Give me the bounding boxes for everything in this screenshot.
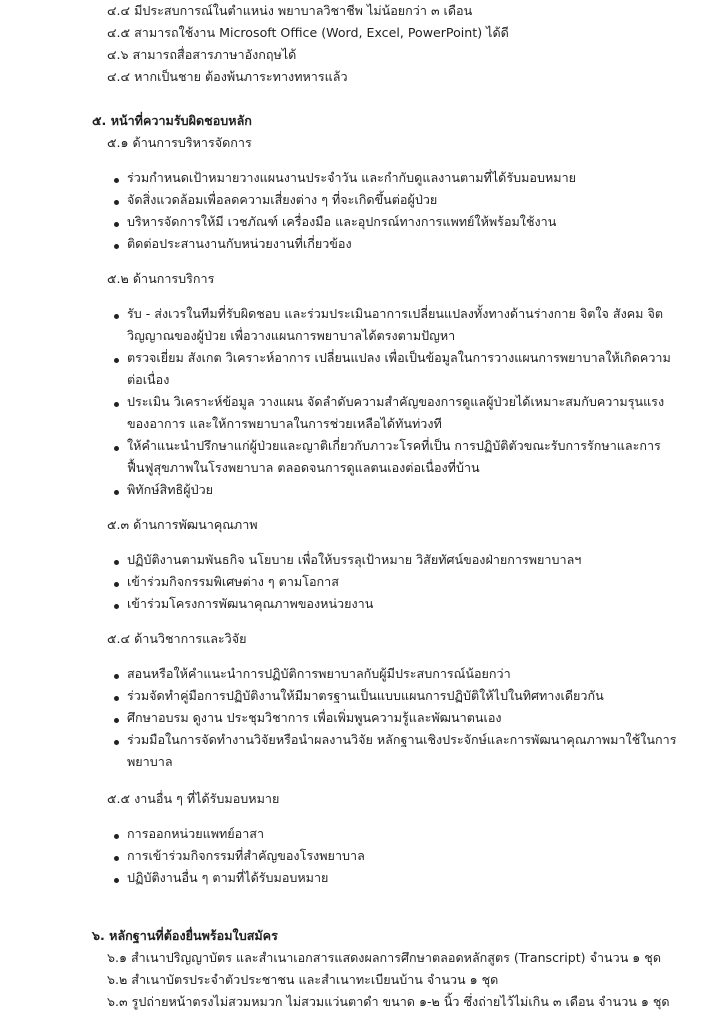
bullet-icon — [114, 314, 119, 319]
section-heading-responsibilities: ๕. หน้าที่ความรับผิดชอบหลัก — [92, 113, 252, 128]
list-item: ร่วมจัดทำคู่มือการปฏิบัติงานให้มีมาตรฐานเป็นแบบแผนการปฏิบัติให้ไปในทิศทางเดียวกัน — [127, 688, 604, 703]
subsection-title: ๕.๒ ด้านการบริการ — [107, 271, 215, 286]
list-item: สอนหรือให้คำแนะนำการปฏิบัติการพยาบาลกับผู้มีประสบการณ์น้อยกว่า — [127, 666, 511, 681]
bullet-icon — [114, 200, 119, 205]
qualification-item: ๔.๕ สามารถใช้งาน Microsoft Office (Word, Excel, PowerPoint) ได้ดี — [107, 25, 509, 40]
bullet-icon — [114, 696, 119, 701]
bullet-icon — [114, 244, 119, 249]
list-item: จัดสิ่งแวดล้อมเพื่อลดความเสี่ยงต่าง ๆ ที่จะเกิดขึ้นต่อผู้ป่วย — [127, 192, 438, 207]
list-item: พิทักษ์สิทธิผู้ป่วย — [127, 482, 214, 497]
list-item: บริหารจัดการให้มี เวชภัณฑ์ เครื่องมือ และอุปกรณ์ทางการแพทย์ให้พร้อมใช้งาน — [127, 214, 557, 229]
list-item: ตรวจเยี่ยม สังเกต วิเคราะห์อาการ เปลี่ยนแปลง เพื่อเป็นข้อมูลในการวางแผนการพยาบาลให้เกิดความ — [127, 350, 671, 365]
list-item: ร่วมกำหนดเป้าหมายวางแผนงานประจำวัน และกำกับดูแลงานตามที่ได้รับมอบหมาย — [127, 170, 577, 185]
bullet-icon — [114, 490, 119, 495]
bullet-icon — [114, 718, 119, 723]
bullet-icon — [114, 604, 119, 609]
bullet-icon — [114, 402, 119, 407]
document-item: ๖.๑ สำเนาปริญญาบัตร และสำเนาเอกสารแสดงผลการศึกษาตลอดหลักสูตร (Transcript) จำนวน ๑ ชุด — [107, 950, 662, 965]
bullet-icon — [114, 358, 119, 363]
subsection-title: ๕.๕ งานอื่น ๆ ที่ได้รับมอบหมาย — [107, 791, 280, 806]
bullet-icon — [114, 674, 119, 679]
bullet-icon — [114, 446, 119, 451]
bullet-icon — [114, 856, 119, 861]
qualification-item: ๔.๔ มีประสบการณ์ในตำแหน่ง พยาบาลวิชาชีพ ไม่น้อยกว่า ๓ เดือน — [107, 3, 473, 18]
list-item-continuation: ของอาการ และให้การพยาบาลในการช่วยเหลือได้ทันท่วงที — [127, 416, 442, 431]
subsection-title: ๕.๔ ด้านวิชาการและวิจัย — [107, 631, 247, 646]
list-item-continuation: ต่อเนื่อง — [127, 372, 170, 387]
list-item: ประเมิน วิเคราะห์ข้อมูล วางแผน จัดลำดับความสำคัญของการดูแลผู้ป่วยได้เหมาะสมกับความรุนแรง — [127, 394, 665, 409]
list-item: ปฏิบัติงานตามพันธกิจ นโยบาย เพื่อให้บรรลุเป้าหมาย วิสัยทัศน์ของฝ่ายการพยาบาลฯ — [127, 552, 582, 567]
bullet-icon — [114, 878, 119, 883]
list-item: ร่วมมือในการจัดทำงานวิจัยหรือนำผลงานวิจัย หลักฐานเชิงประจักษ์และการพัฒนาคุณภาพมาใช้ในการ — [127, 732, 677, 747]
bullet-icon — [114, 178, 119, 183]
list-item: ให้คำแนะนำปรึกษาแก่ผู้ป่วยและญาติเกี่ยวกับภาวะโรคที่เป็น การปฏิบัติตัวขณะรับการรักษาและการ — [127, 438, 661, 453]
qualification-item: ๔.๖ สามารถสื่อสารภาษาอังกฤษได้ — [107, 47, 297, 62]
bullet-icon — [114, 582, 119, 587]
subsection-title: ๕.๓ ด้านการพัฒนาคุณภาพ — [107, 517, 258, 532]
list-item: เข้าร่วมโครงการพัฒนาคุณภาพของหน่วยงาน — [127, 596, 374, 611]
list-item-continuation: ฟื้นฟูสุขภาพในโรงพยาบาล ตลอดจนการดูแลตนเองต่อเนื่องที่บ้าน — [127, 460, 480, 475]
section-heading-documents: ๖. หลักฐานที่ต้องยื่นพร้อมใบสมัคร — [92, 928, 278, 943]
list-item: ปฏิบัติงานอื่น ๆ ตามที่ได้รับมอบหมาย — [127, 870, 329, 885]
list-item: การเข้าร่วมกิจกรรมที่สำคัญของโรงพยาบาล — [127, 848, 365, 863]
list-item: เข้าร่วมกิจกรรมพิเศษต่าง ๆ ตามโอกาส — [127, 574, 339, 589]
bullet-icon — [114, 834, 119, 839]
document-item: ๖.๒ สำเนาบัตรประจำตัวประชาชน และสำเนาทะเบียนบ้าน จำนวน ๑ ชุด — [107, 972, 499, 987]
list-item-continuation: พยาบาล — [127, 754, 173, 769]
list-item: รับ - ส่งเวรในทีมที่รับผิดชอบ และร่วมประเมินอาการเปลี่ยนแปลงทั้งทางด้านร่างกาย จิตใจ สังคม จิต — [127, 306, 664, 321]
document-item: ๖.๓ รูปถ่ายหน้าตรงไม่สวมหมวก ไม่สวมแว่นตาดำ ขนาด ๑-๒ นิ้ว ซึ่งถ่ายไว้ไม่เกิน ๓ เดือน จำนวน ๑ ชุด — [107, 994, 670, 1009]
bullet-icon — [114, 560, 119, 565]
bullet-icon — [114, 222, 119, 227]
qualification-item: ๔.๔ หากเป็นชาย ต้องพ้นภาระทางทหารแล้ว — [107, 69, 348, 84]
list-item: ติดต่อประสานงานกับหน่วยงานที่เกี่ยวข้อง — [127, 236, 352, 251]
subsection-title: ๕.๑ ด้านการบริหารจัดการ — [107, 135, 252, 150]
list-item: ศึกษาอบรม ดูงาน ประชุมวิชาการ เพื่อเพิ่มพูนความรู้และพัฒนาตนเอง — [127, 710, 502, 725]
list-item-continuation: วิญญาณของผู้ป่วย เพื่อวางแผนการพยาบาลได้ตรงตามปัญหา — [127, 328, 456, 343]
bullet-icon — [114, 740, 119, 745]
list-item: การออกหน่วยแพทย์อาสา — [127, 826, 265, 841]
